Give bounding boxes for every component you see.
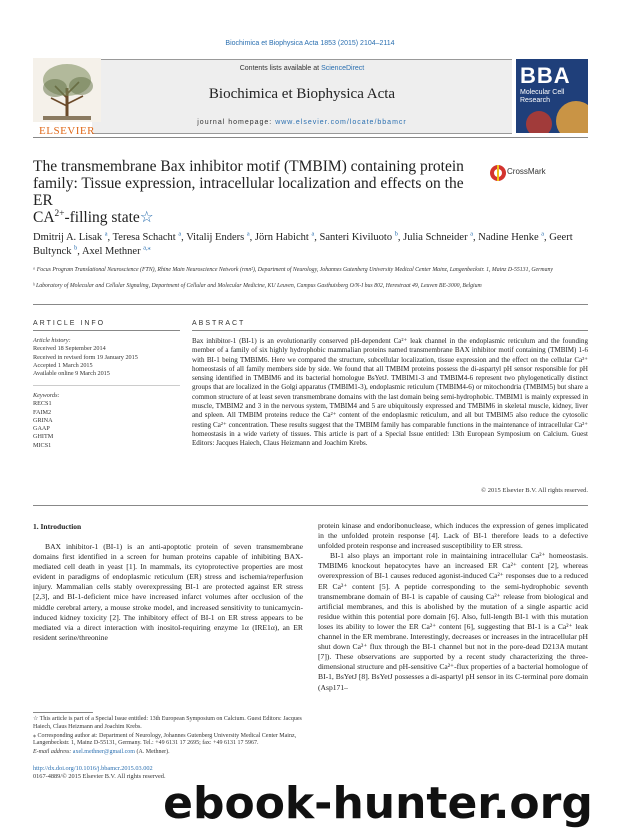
author-affiliation-marker[interactable]: b (74, 244, 78, 252)
author-name: Jörn Habicht (254, 232, 309, 243)
doi-link[interactable]: http://dx.doi.org/10.1016/j.bbamcr.2015.03.002 (33, 765, 153, 772)
keyword: MICS1 (33, 441, 52, 449)
journal-title: Biochimica et Biophysica Acta (208, 86, 396, 102)
affiliation-a: ᵃ Focus Program Translational Neuroscience (FTN), Rhine Main Neuroscience Network (rmn²), Department of Neurology, Johannes Gutenberg University Medical Center Mainz, Langenbeckstr. 1, Mainz D-55131, Germany (33, 267, 553, 273)
author-name: Teresa Schacht (112, 232, 176, 243)
article-history (33, 337, 180, 378)
title-footnote-star[interactable]: ☆ (139, 209, 154, 226)
abstract-bottom-divider (33, 505, 588, 506)
email-label: E-mail address: (33, 749, 73, 756)
footnotes (33, 716, 303, 758)
section-heading-introduction: 1. Introduction (33, 522, 82, 531)
history-entry: Available online 9 March 2015 (33, 370, 110, 378)
author-name: Vitalij Enders (186, 232, 245, 243)
history-entry: Accepted 1 March 2015 (33, 361, 93, 369)
title-line: The transmembrane Bax inhibitor motif (TMBIM) containing protein (33, 158, 464, 175)
cover-bba-letters: BBA (520, 63, 571, 88)
journal-citation[interactable]: Biochimica et Biophysica Acta 1853 (2015) 2104–2114 (225, 40, 395, 47)
body-column-left (33, 542, 303, 643)
keyword: GAAP (33, 425, 50, 433)
keywords (33, 392, 180, 450)
author-name: Nadine Henke (478, 232, 539, 243)
author-name: Santeri Kiviluoto (319, 232, 393, 243)
author-name: Dmitrij A. Lisak (33, 232, 103, 243)
affiliation-b: ᵇ Laboratory of Molecular and Cellular Signaling, Department of Cellular and Molecular Medicine, KU Leuven, Campus Gasthuisberg O/N-I bus 802, Herestraat 49, Leuven BE-3000, Belgium (33, 283, 482, 289)
keywords-label: Keywords: (33, 392, 60, 399)
history-entry: Received 18 September 2014 (33, 345, 106, 353)
cover-subtitle: Molecular Cell Research (520, 89, 565, 104)
paper-title (33, 158, 473, 226)
affiliation-divider (33, 304, 588, 305)
title-ca: CA (33, 209, 55, 226)
author-name: Axel Methner (81, 246, 141, 257)
author-affiliation-marker[interactable]: a (246, 230, 250, 238)
watermark: ebook-hunter.org (163, 778, 593, 829)
footnote-divider (33, 712, 93, 713)
elsevier-wordmark: ELSEVIER (39, 125, 95, 137)
author-affiliation-marker[interactable]: a (470, 230, 474, 238)
article-info-heading: ARTICLE INFO (33, 320, 106, 327)
homepage-prefix: journal homepage: (197, 119, 276, 126)
abstract-heading: ABSTRACT (192, 320, 246, 327)
sciencedirect-link[interactable]: ScienceDirect (321, 65, 365, 72)
abstract-text: Bax inhibitor-1 (BI-1) is an evolutionarily conserved pH-dependent Ca²⁺ leak channel in the endoplasmic reticulum and the founding member of a family of six highly hydrophobic mammalian proteins named transmembrane BAX inhibitor motif containing (TMBIM) 1-6 with BI-1 being TMBIM6. Here we compared the structure, subcellular localization, tissue expression and the effect on the cellular Ca²⁺ homeostasis of all family members side by side. We found that all TMBIM proteins possess the di-aspartyl pH sensor responsible for pH sensing identified in TMBIM6 and its bacterial homologue BsYetJ. TMBIM1-3 and TMBIM4-6 represent two phylogenetically distinct groups that are localized in the Golgi apparatus (TMBIM1-3), endoplasmic reticulum (TMBIM4-6) or mitochondria (TMBIM5) but share a common structure of at least seven transmembrane domains with the last domain being semi-hydrophobic. TMBIM1 is mainly expressed in muscle, TMBIM2 and 3 in the nervous system, TMBIM4 and 5 are ubiquitously expressed and TMBIM6 in skeletal muscle, kidney, liver and spleen. All TMBIM proteins reduce the Ca²⁺ content of the endoplasmic reticulum, and all but TMBIM5 also reduce the cytosolic resting Ca²⁺ concentration. These results suggest that the TMBIM family has comparable functions in the maintenance of intracellular Ca²⁺ homeostasis in a wide variety of tissues. This article is part of a Special Issue entitled: 13th European Symposium on Calcium. Guest Editors: Jacques Haiech, Claus Heizmann and Joachim Krebs. (192, 337, 588, 448)
body-paragraph: protein kinase and endoribonuclease, which induces the expression of genes implicated in the unfolded protein response [4]. Lack of BI-1 therefore leads to a defective unfolded protein response and increased susceptibility to ER stress. (318, 521, 588, 551)
history-entry: Received in revised form 19 January 2015 (33, 353, 138, 361)
author-affiliation-marker[interactable]: a (311, 230, 315, 238)
keyword: RECS1 (33, 400, 52, 408)
author-list: Dmitrij A. Lisak $^a$, Teresa Schacht $^a$, Vitalij Enders $^a$, Jörn Habicht $^a$, Santeri Kiviluoto $^b$, Julia Schneider $^a$, Nadine Henke $^a$, Geert Bultynck $^b$, Axel Methner $^{a,⁎}$ (33, 230, 573, 257)
homepage-link[interactable]: www.elsevier.com/locate/bbamcr (275, 119, 407, 126)
title-end: -filling state (64, 209, 140, 226)
contents-prefix: Contents lists available at (239, 65, 322, 72)
author-name: Julia Schneider (403, 232, 468, 243)
issn-line: 0167-4889/© 2015 Elsevier B.V. All rights reserved. (33, 773, 166, 780)
body-column-right (318, 521, 588, 693)
keyword: GHITM (33, 433, 54, 441)
journal-homepage (92, 119, 512, 126)
cover-art-shape (556, 101, 588, 133)
title-line: family: Tissue expression, intracellular localization and effects on the ER (33, 175, 464, 209)
crossmark-label[interactable]: CrossMark (507, 167, 546, 176)
author-affiliation-marker[interactable]: a (178, 230, 182, 238)
keyword: FAIM2 (33, 408, 52, 416)
history-divider (33, 385, 180, 386)
email-link[interactable]: axel.methner@gmail.com (72, 749, 135, 756)
journal-cover-thumbnail[interactable] (516, 59, 588, 133)
author-affiliation-marker[interactable]: a (104, 230, 108, 238)
footnote-corresponding-author: ⁎ Corresponding author at: Department of Neurology, Johannes Gutenberg University Medical Center Mainz, Langenbeckstr. 1, Mainz D-55131, Germany. Tel.: +49 6131 17 2695; fax: +49 6131 17 5967. (33, 732, 297, 747)
title-divider (33, 137, 588, 138)
body-paragraph: BAX inhibitor-1 (BI-1) is an anti-apoptotic protein of seven transmembrane domains first identified in a screen for human proteins capable of inhibiting BAX-mediated cell death in yeast [1]. In mammals, its cytoprotective properties are most evident in paradigms of endoplasmic reticulum (ER) stress and ischemia/reperfusion injury. Mammalian cells stably overexpressing BI-1 are protected against ER stress [2,3], and BI-1-deficient mice have increased infarct volumes after occlusion of the middle cerebral artery, a mouse stroke model, and increased sensitivity to tunicamycin-induced kidney toxicity [2]. The inhibitory effect of BI-1 on ER stress appears to be mediated via a direct interaction with inositol-requiring enzyme 1α (IRE1α), an ER resident serine/threonine (33, 542, 303, 642)
footnote-special-issue: ☆ This article is part of a Special Issue entitled: 13th European Symposium on Calcium. Guest Editors: Jacques Haiech, Claus Heizmann and Joachim Krebs. (33, 716, 302, 730)
title-ca-charge: 2+ (54, 208, 65, 219)
history-label: Article history: (33, 337, 71, 344)
author-affiliation-marker[interactable]: a,⁎ (143, 244, 151, 252)
keyword: GRINA (33, 416, 53, 424)
cover-art-shape (526, 111, 552, 133)
abstract-divider (192, 330, 588, 331)
author-affiliation-marker[interactable]: a (541, 230, 545, 238)
title-line (33, 209, 473, 226)
author-affiliation-marker[interactable]: b (394, 230, 398, 238)
body-paragraph: BI-1 also plays an important role in maintaining intracellular Ca²⁺ homeostasis. TMBIM6 knockout hepatocytes have an increased ER Ca²⁺ content [2], whereas overexpression of BI-1 causes reduced agonist-induced Ca²⁺ responses due to a reduced ER Ca²⁺ content [5]. A peptide corresponding to the semi-hydrophobic seventh transmembrane domain of BI-1 is capable of causing Ca²⁺ release from biological and artificial membranes, and this is abolished by the mutation of a single aspartic acid residue within this potential pore domain [6]. Also, full-length BI-1 with this mutation loses its ability to lower the ER Ca²⁺ content [6], suggesting that BI-1 is a Ca²⁺ leak channel in the ER membrane. Interestingly, decreases or increases in the intracellular pH shut down Ca²⁺ flux through the BI-1 channel but not in the pore-dead D213A mutant [7]). These observations are supported by a recent study characterizing the three-dimensional structure and pH-sensitive Ca²⁺-flux properties of a bacterial homologue of BI-1, BsYetJ [8]. BsYetJ possesses a di-aspartyl pH sensor in its C-terminal pore domain (Asp171– (318, 551, 588, 692)
email-suffix: (A. Methner). (134, 749, 170, 756)
contents-line (92, 65, 512, 72)
footnote-email (33, 749, 303, 757)
elsevier-tree-logo (33, 58, 101, 134)
author-name: Geert Bultynck (33, 232, 573, 257)
article-info-divider (33, 330, 180, 331)
copyright-notice: © 2015 Elsevier B.V. All rights reserved. (481, 487, 588, 494)
